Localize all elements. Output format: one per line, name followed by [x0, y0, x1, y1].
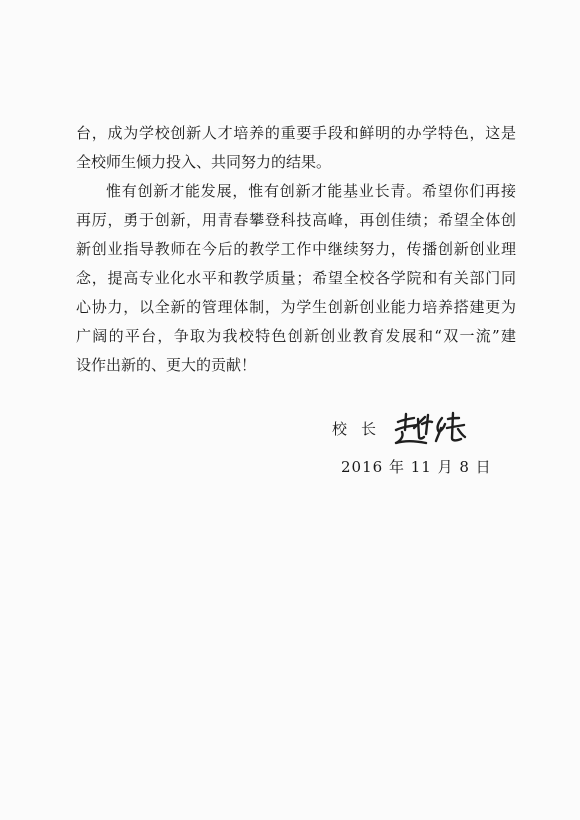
- letter-line: 心协力，以全新的管理体制，为学生创新创业能力培养搭建更为: [76, 298, 516, 316]
- letter-body: [76, 119, 516, 380]
- handwritten-signature: [392, 410, 470, 446]
- letter-line: 广阔的平台，争取为我校特色创新创业教育发展和“双一流”建: [76, 327, 516, 345]
- signatory-title: 校长: [332, 419, 391, 438]
- letter-line: 惟有创新才能发展，惟有创新才能基业长青。希望你们再接: [106, 182, 516, 200]
- signature-block: [332, 410, 470, 446]
- letter-line: 再厉，勇于创新，用青春攀登科技高峰，再创佳绩；希望全体创: [76, 211, 516, 229]
- letter-line: 台，成为学校创新人才培养的重要手段和鲜明的办学特色，这是: [76, 124, 516, 142]
- letter-line: 新创业指导教师在今后的教学工作中继续努力，传播创新创业理: [76, 240, 516, 258]
- letter-line: 念，提高专业化水平和教学质量；希望全校各学院和有关部门同: [76, 269, 516, 287]
- letter-line: 全校师生倾力投入、共同努力的结果。: [76, 153, 332, 171]
- letter-line: 设作出新的、更大的贡献！: [76, 356, 257, 374]
- letter-date: 2016 年 11 月 8 日: [341, 458, 492, 476]
